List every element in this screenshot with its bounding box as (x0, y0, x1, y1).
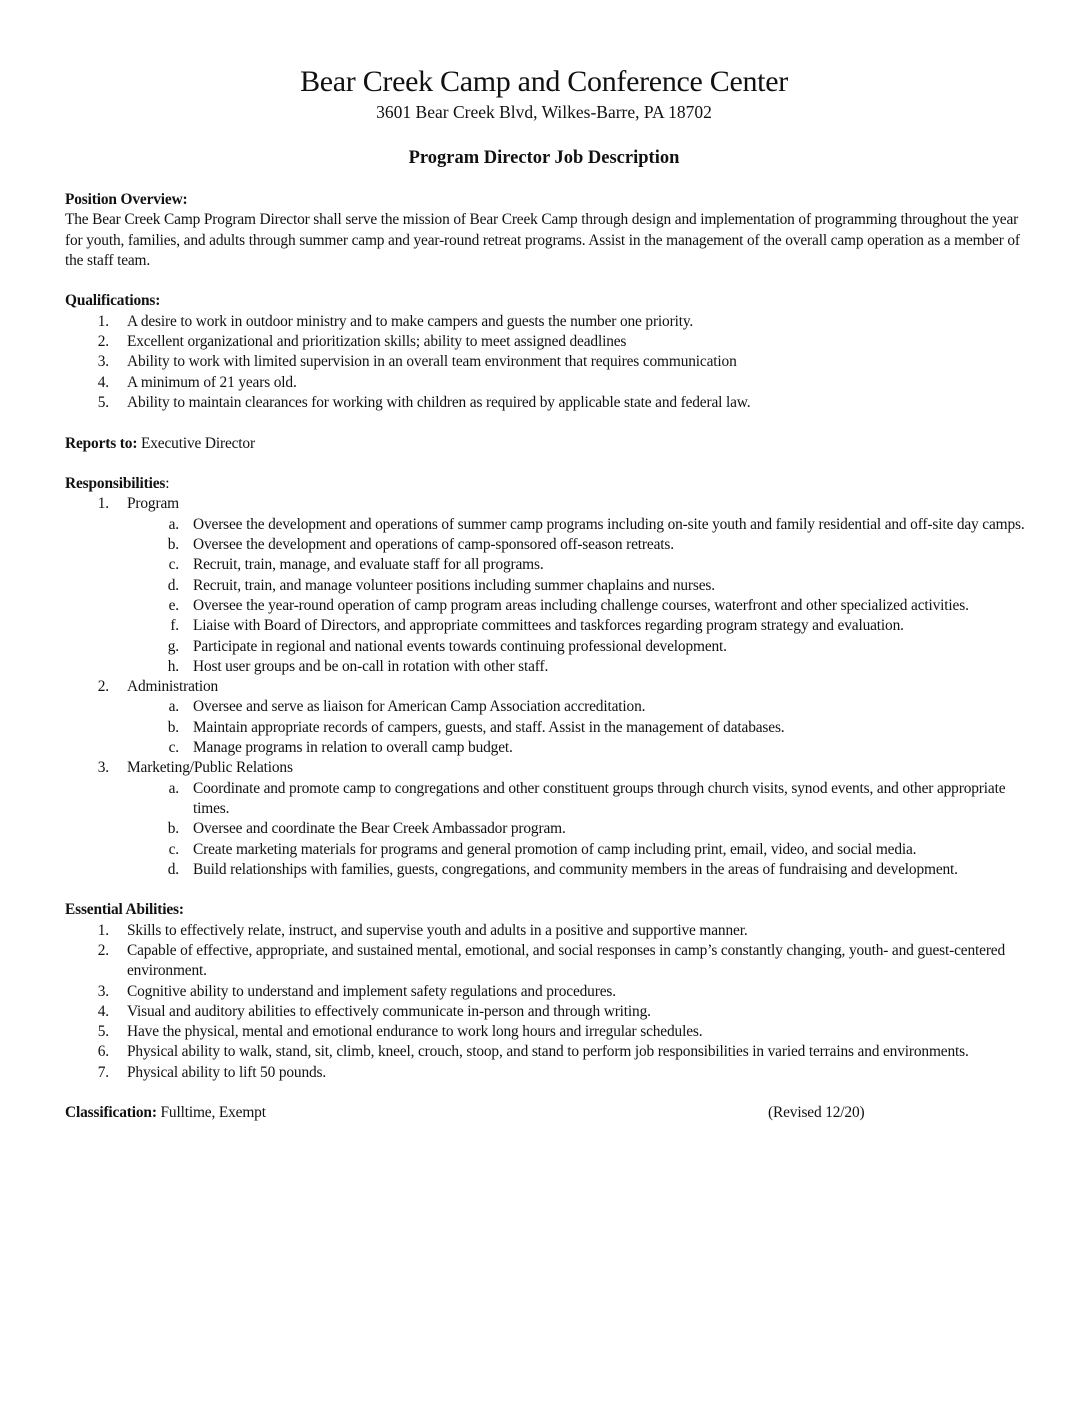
list-number: 1. (97, 312, 109, 330)
marketing-responsibilities-list (65, 779, 1025, 880)
list-number: 6. (97, 1043, 109, 1061)
list-number: 5. (97, 1023, 109, 1041)
essential-abilities-section (65, 900, 1025, 1083)
list-number: 2. (97, 941, 109, 959)
qualification-item (65, 312, 1025, 332)
ability-text: Physical ability to walk, stand, sit, climb, kneel, crouch, stoop, and stand to perform job responsibilities in varied terrains and environments. (127, 1043, 969, 1061)
responsibility-item (65, 718, 1025, 738)
list-letter: d. (167, 576, 179, 594)
document-title: Program Director Job Description (408, 148, 680, 168)
responsibilities-list-continued (65, 758, 1025, 778)
responsibility-text: Oversee the year-round operation of camp program areas including challenge courses, waterfront and other specialized activities. (193, 596, 969, 614)
qualification-item (65, 332, 1025, 352)
responsibility-item (65, 535, 1025, 555)
classification-value: Fulltime, Exempt (156, 1104, 266, 1122)
qualifications-heading: Qualifications: (65, 292, 161, 310)
classification-line (65, 1103, 1025, 1123)
list-number: 3. (97, 982, 109, 1000)
ability-text: Skills to effectively relate, instruct, and supervise youth and adults in a positive and supportive manner. (127, 921, 748, 939)
responsibility-item (65, 657, 1025, 677)
qualification-item (65, 393, 1025, 413)
responsibility-text: Host user groups and be on-call in rotation with other staff. (193, 657, 549, 675)
responsibility-item (65, 576, 1025, 596)
spacer (65, 1083, 1025, 1103)
responsibilities-section (65, 474, 1025, 880)
responsibilities-heading-line (65, 474, 1025, 494)
responsibility-item (65, 738, 1025, 758)
qualification-text: Excellent organizational and prioritization skills; ability to meet assigned deadlines (127, 333, 627, 351)
list-letter: b. (167, 718, 179, 736)
ability-item (65, 982, 1025, 1002)
reports-to-label: Reports to: (65, 434, 138, 452)
document-body (65, 190, 1025, 1124)
essential-abilities-list (65, 921, 1025, 1083)
spacer (65, 880, 1025, 900)
list-number: 5. (97, 393, 109, 411)
responsibility-text: Liaise with Board of Directors, and appropriate committees and taskforces regarding program strategy and evaluation. (193, 617, 904, 635)
responsibility-text: Maintain appropriate records of campers, guests, and staff. Assist in the management of databases. (193, 718, 785, 736)
ability-item (65, 1002, 1025, 1022)
qualification-text: A desire to work in outdoor ministry and to make campers and guests the number one priority. (127, 312, 694, 330)
position-overview-heading: Position Overview: (65, 191, 188, 208)
list-number: 4. (97, 373, 109, 391)
responsibility-text: Create marketing materials for programs and general promotion of camp including print, email, video, and social media. (193, 840, 917, 858)
list-number: 3. (97, 759, 109, 777)
responsibility-text: Build relationships with families, guests, congregations, and community members in the areas of fundraising and development. (193, 860, 958, 878)
list-number: 4. (97, 1002, 109, 1020)
responsibilities-heading-colon: : (165, 475, 170, 493)
ability-text: Capable of effective, appropriate, and sustained mental, emotional, and social responses in camp’s constantly changing, youth- and guest-centered environment. (127, 941, 1006, 980)
position-overview-section (65, 190, 1025, 271)
responsibility-text: Recruit, train, and manage volunteer positions including summer chaplains and nurses. (193, 576, 715, 594)
responsibilities-list-continued (65, 677, 1025, 697)
qualification-item (65, 352, 1025, 372)
list-letter: c. (168, 840, 179, 858)
responsibility-group-marketing (65, 758, 1025, 778)
list-letter: h. (167, 657, 179, 675)
list-letter: c. (168, 739, 179, 757)
program-responsibilities-list (65, 515, 1025, 677)
responsibilities-heading: Responsibilities (65, 475, 166, 493)
classification-label: Classification: (65, 1104, 157, 1122)
list-number: 2. (97, 678, 109, 696)
responsibility-text: Recruit, train, manage, and evaluate staff for all programs. (193, 556, 544, 574)
spacer (65, 271, 1025, 291)
list-number: 1. (97, 921, 109, 939)
ability-text: Visual and auditory abilities to effectively communicate in-person and through writing. (127, 1002, 651, 1020)
qualification-text: Ability to maintain clearances for working with children as required by applicable state and federal law. (127, 393, 751, 411)
responsibility-text: Oversee and serve as liaison for American Camp Association accreditation. (193, 698, 646, 716)
responsibility-text: Oversee the development and operations of camp-sponsored off-season retreats. (193, 536, 674, 554)
qualifications-list (65, 312, 1025, 413)
list-letter: c. (168, 556, 179, 574)
ability-item (65, 1063, 1025, 1083)
list-number: 1. (97, 495, 109, 513)
list-letter: e. (168, 596, 179, 614)
qualifications-section (65, 291, 1025, 413)
ability-text: Have the physical, mental and emotional endurance to work long hours and irregular schedules. (127, 1023, 703, 1041)
ability-item (65, 1022, 1025, 1042)
responsibility-group-title: Administration (127, 678, 219, 696)
responsibility-group-title: Program (127, 495, 179, 513)
list-number: 3. (97, 353, 109, 371)
list-letter: b. (167, 820, 179, 838)
administration-responsibilities-list (65, 697, 1025, 758)
list-number: 2. (97, 333, 109, 351)
reports-to-value: Executive Director (137, 434, 255, 452)
list-letter: g. (167, 637, 179, 655)
list-letter: b. (167, 536, 179, 554)
responsibility-text: Coordinate and promote camp to congregations and other constituent groups through church visits, synod events, and other appropriate times. (193, 779, 1006, 817)
list-letter: f. (170, 617, 179, 635)
responsibility-group-title: Marketing/Public Relations (127, 759, 293, 777)
responsibility-item (65, 555, 1025, 575)
ability-text: Cognitive ability to understand and implement safety regulations and procedures. (127, 982, 616, 1000)
ability-text: Physical ability to lift 50 pounds. (127, 1063, 327, 1081)
responsibility-item (65, 616, 1025, 636)
responsibility-group-administration (65, 677, 1025, 697)
list-letter: a. (168, 698, 179, 716)
qualification-text: Ability to work with limited supervision in an overall team environment that requires communication (127, 353, 737, 371)
list-letter: a. (168, 779, 179, 797)
responsibility-item (65, 840, 1025, 860)
organization-name: Bear Creek Camp and Conference Center (300, 65, 788, 98)
ability-item (65, 1042, 1025, 1062)
responsibility-item (65, 779, 1025, 820)
responsibility-text: Oversee and coordinate the Bear Creek Ambassador program. (193, 820, 566, 838)
responsibility-item (65, 819, 1025, 839)
organization-address: 3601 Bear Creek Blvd, Wilkes-Barre, PA 18702 (376, 102, 712, 122)
revision-note: (Revised 12/20) (768, 1104, 865, 1122)
qualification-text: A minimum of 21 years old. (127, 373, 297, 391)
responsibility-group-program (65, 494, 1025, 514)
responsibility-item (65, 637, 1025, 657)
reports-to-line (65, 434, 1025, 454)
list-letter: d. (167, 860, 179, 878)
ability-item (65, 921, 1025, 941)
responsibility-text: Manage programs in relation to overall camp budget. (193, 739, 513, 757)
list-number: 7. (97, 1063, 109, 1081)
essential-abilities-heading: Essential Abilities: (65, 901, 184, 919)
responsibility-text: Oversee the development and operations of summer camp programs including on-site youth and family residential and off-site day camps. (193, 515, 1025, 533)
responsibility-item (65, 515, 1025, 535)
responsibilities-list (65, 494, 1025, 514)
qualification-item (65, 373, 1025, 393)
spacer (65, 454, 1025, 474)
spacer (65, 413, 1025, 433)
position-overview-text: The Bear Creek Camp Program Director shall serve the mission of Bear Creek Camp through design and implementation of programming throughout the year for youth, families, and adults through summer camp and year-round retreat programs. Assist in the management of the overall camp operation as a member of the staff team. (65, 211, 1020, 269)
responsibility-text: Participate in regional and national events towards continuing professional development. (193, 637, 727, 655)
responsibility-item (65, 596, 1025, 616)
ability-item (65, 941, 1025, 982)
responsibility-item (65, 697, 1025, 717)
responsibility-item (65, 860, 1025, 880)
list-letter: a. (168, 515, 179, 533)
